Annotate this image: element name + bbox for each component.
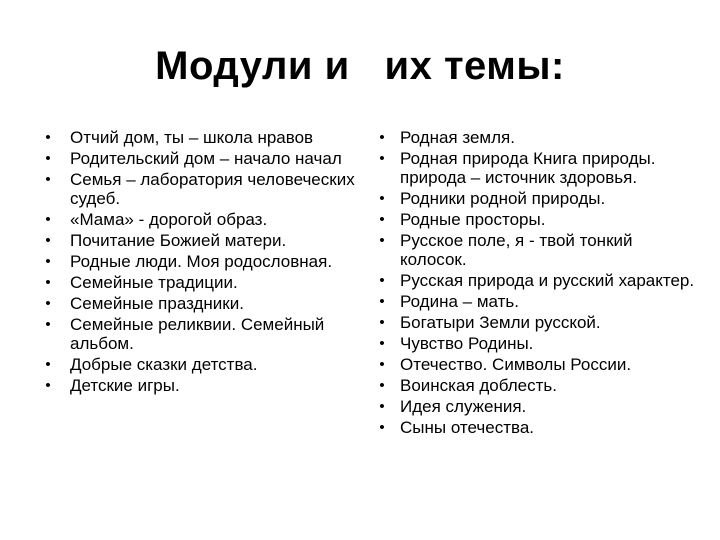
list-item-text: Воинская доблесть. xyxy=(400,376,557,395)
list-item xyxy=(372,376,702,395)
list-item-text: Детские игры. xyxy=(70,376,180,395)
list-item xyxy=(372,355,702,374)
bullet-icon: • xyxy=(45,274,51,291)
list-item-text: Родники родной природы. xyxy=(400,189,606,208)
bullet-icon: • xyxy=(45,211,51,228)
list-item-text: Сыны отечества. xyxy=(400,418,535,437)
list-item-text: Семейные праздники. xyxy=(70,294,244,313)
list-item xyxy=(38,294,358,313)
bullet-icon: • xyxy=(379,293,385,310)
list-item-text: Родные люди. Моя родословная. xyxy=(70,252,333,271)
list-item xyxy=(38,231,358,250)
list-item-text: «Мама» - дорогой образ. xyxy=(70,210,268,229)
bullet-icon: • xyxy=(379,398,385,415)
list-item xyxy=(38,149,358,168)
list-item xyxy=(38,128,358,147)
list-item-text: Идея служения. xyxy=(400,397,527,416)
bullet-icon: • xyxy=(379,211,385,228)
list-item-text: Добрые сказки детства. xyxy=(70,355,258,374)
bullet-icon: • xyxy=(379,232,385,249)
list-item-text: Чувство Родины. xyxy=(400,334,534,353)
list-item xyxy=(372,271,702,290)
list-item xyxy=(372,128,702,147)
bullet-icon: • xyxy=(379,335,385,352)
bullet-icon: • xyxy=(45,129,51,146)
list-item-text: Родина – мать. xyxy=(400,292,519,311)
list-item xyxy=(38,376,358,395)
list-item-text: Родная земля. xyxy=(400,128,515,147)
left-topic-list xyxy=(38,128,358,397)
bullet-icon: • xyxy=(45,232,51,249)
bullet-icon: • xyxy=(45,316,51,333)
list-item xyxy=(38,252,358,271)
list-item xyxy=(372,210,702,229)
list-item xyxy=(38,170,358,208)
list-item xyxy=(38,210,358,229)
bullet-icon: • xyxy=(379,356,385,373)
list-item-text: Русское поле, я - твой тонкий колосок. xyxy=(400,231,633,269)
bullet-icon: • xyxy=(45,356,51,373)
slide-title: Модули и их темы: xyxy=(155,44,565,88)
list-item-text: Почитание Божией матери. xyxy=(70,231,287,250)
list-item-text: Отчий дом, ты – школа нравов xyxy=(70,128,314,147)
bullet-icon: • xyxy=(45,171,51,188)
list-item-text: Родные просторы. xyxy=(400,210,546,229)
list-item xyxy=(38,273,358,292)
list-item-text: Семейные реликвии. Семейный альбом. xyxy=(70,315,325,353)
bullet-icon: • xyxy=(379,190,385,207)
list-item xyxy=(372,231,702,269)
bullet-icon: • xyxy=(379,377,385,394)
list-item xyxy=(372,149,702,187)
list-item xyxy=(38,315,358,353)
list-item-text: Семейные традиции. xyxy=(70,273,238,292)
right-topic-list xyxy=(372,128,702,439)
list-item xyxy=(372,334,702,353)
bullet-icon: • xyxy=(45,377,51,394)
bullet-icon: • xyxy=(379,314,385,331)
list-item xyxy=(372,189,702,208)
bullet-icon: • xyxy=(379,419,385,436)
list-item xyxy=(372,313,702,332)
bullet-icon: • xyxy=(379,129,385,146)
bullet-icon: • xyxy=(379,272,385,289)
list-item xyxy=(372,397,702,416)
list-item xyxy=(372,418,702,437)
list-item-text: Богатыри Земли русской. xyxy=(400,313,601,332)
list-item-text: Семья – лаборатория человеческих судеб. xyxy=(70,170,355,208)
list-item-text: Родительский дом – начало начал xyxy=(70,149,342,168)
list-item-text: Отечество. Символы России. xyxy=(400,355,632,374)
list-item-text: Русская природа и русский характер. xyxy=(400,271,695,290)
list-item-text: Родная природа Книга природы. природа – источник здоровья. xyxy=(400,149,656,187)
bullet-icon: • xyxy=(45,295,51,312)
bullet-icon: • xyxy=(45,150,51,167)
list-item xyxy=(372,292,702,311)
bullet-icon: • xyxy=(45,253,51,270)
list-item xyxy=(38,355,358,374)
bullet-icon: • xyxy=(379,150,385,167)
